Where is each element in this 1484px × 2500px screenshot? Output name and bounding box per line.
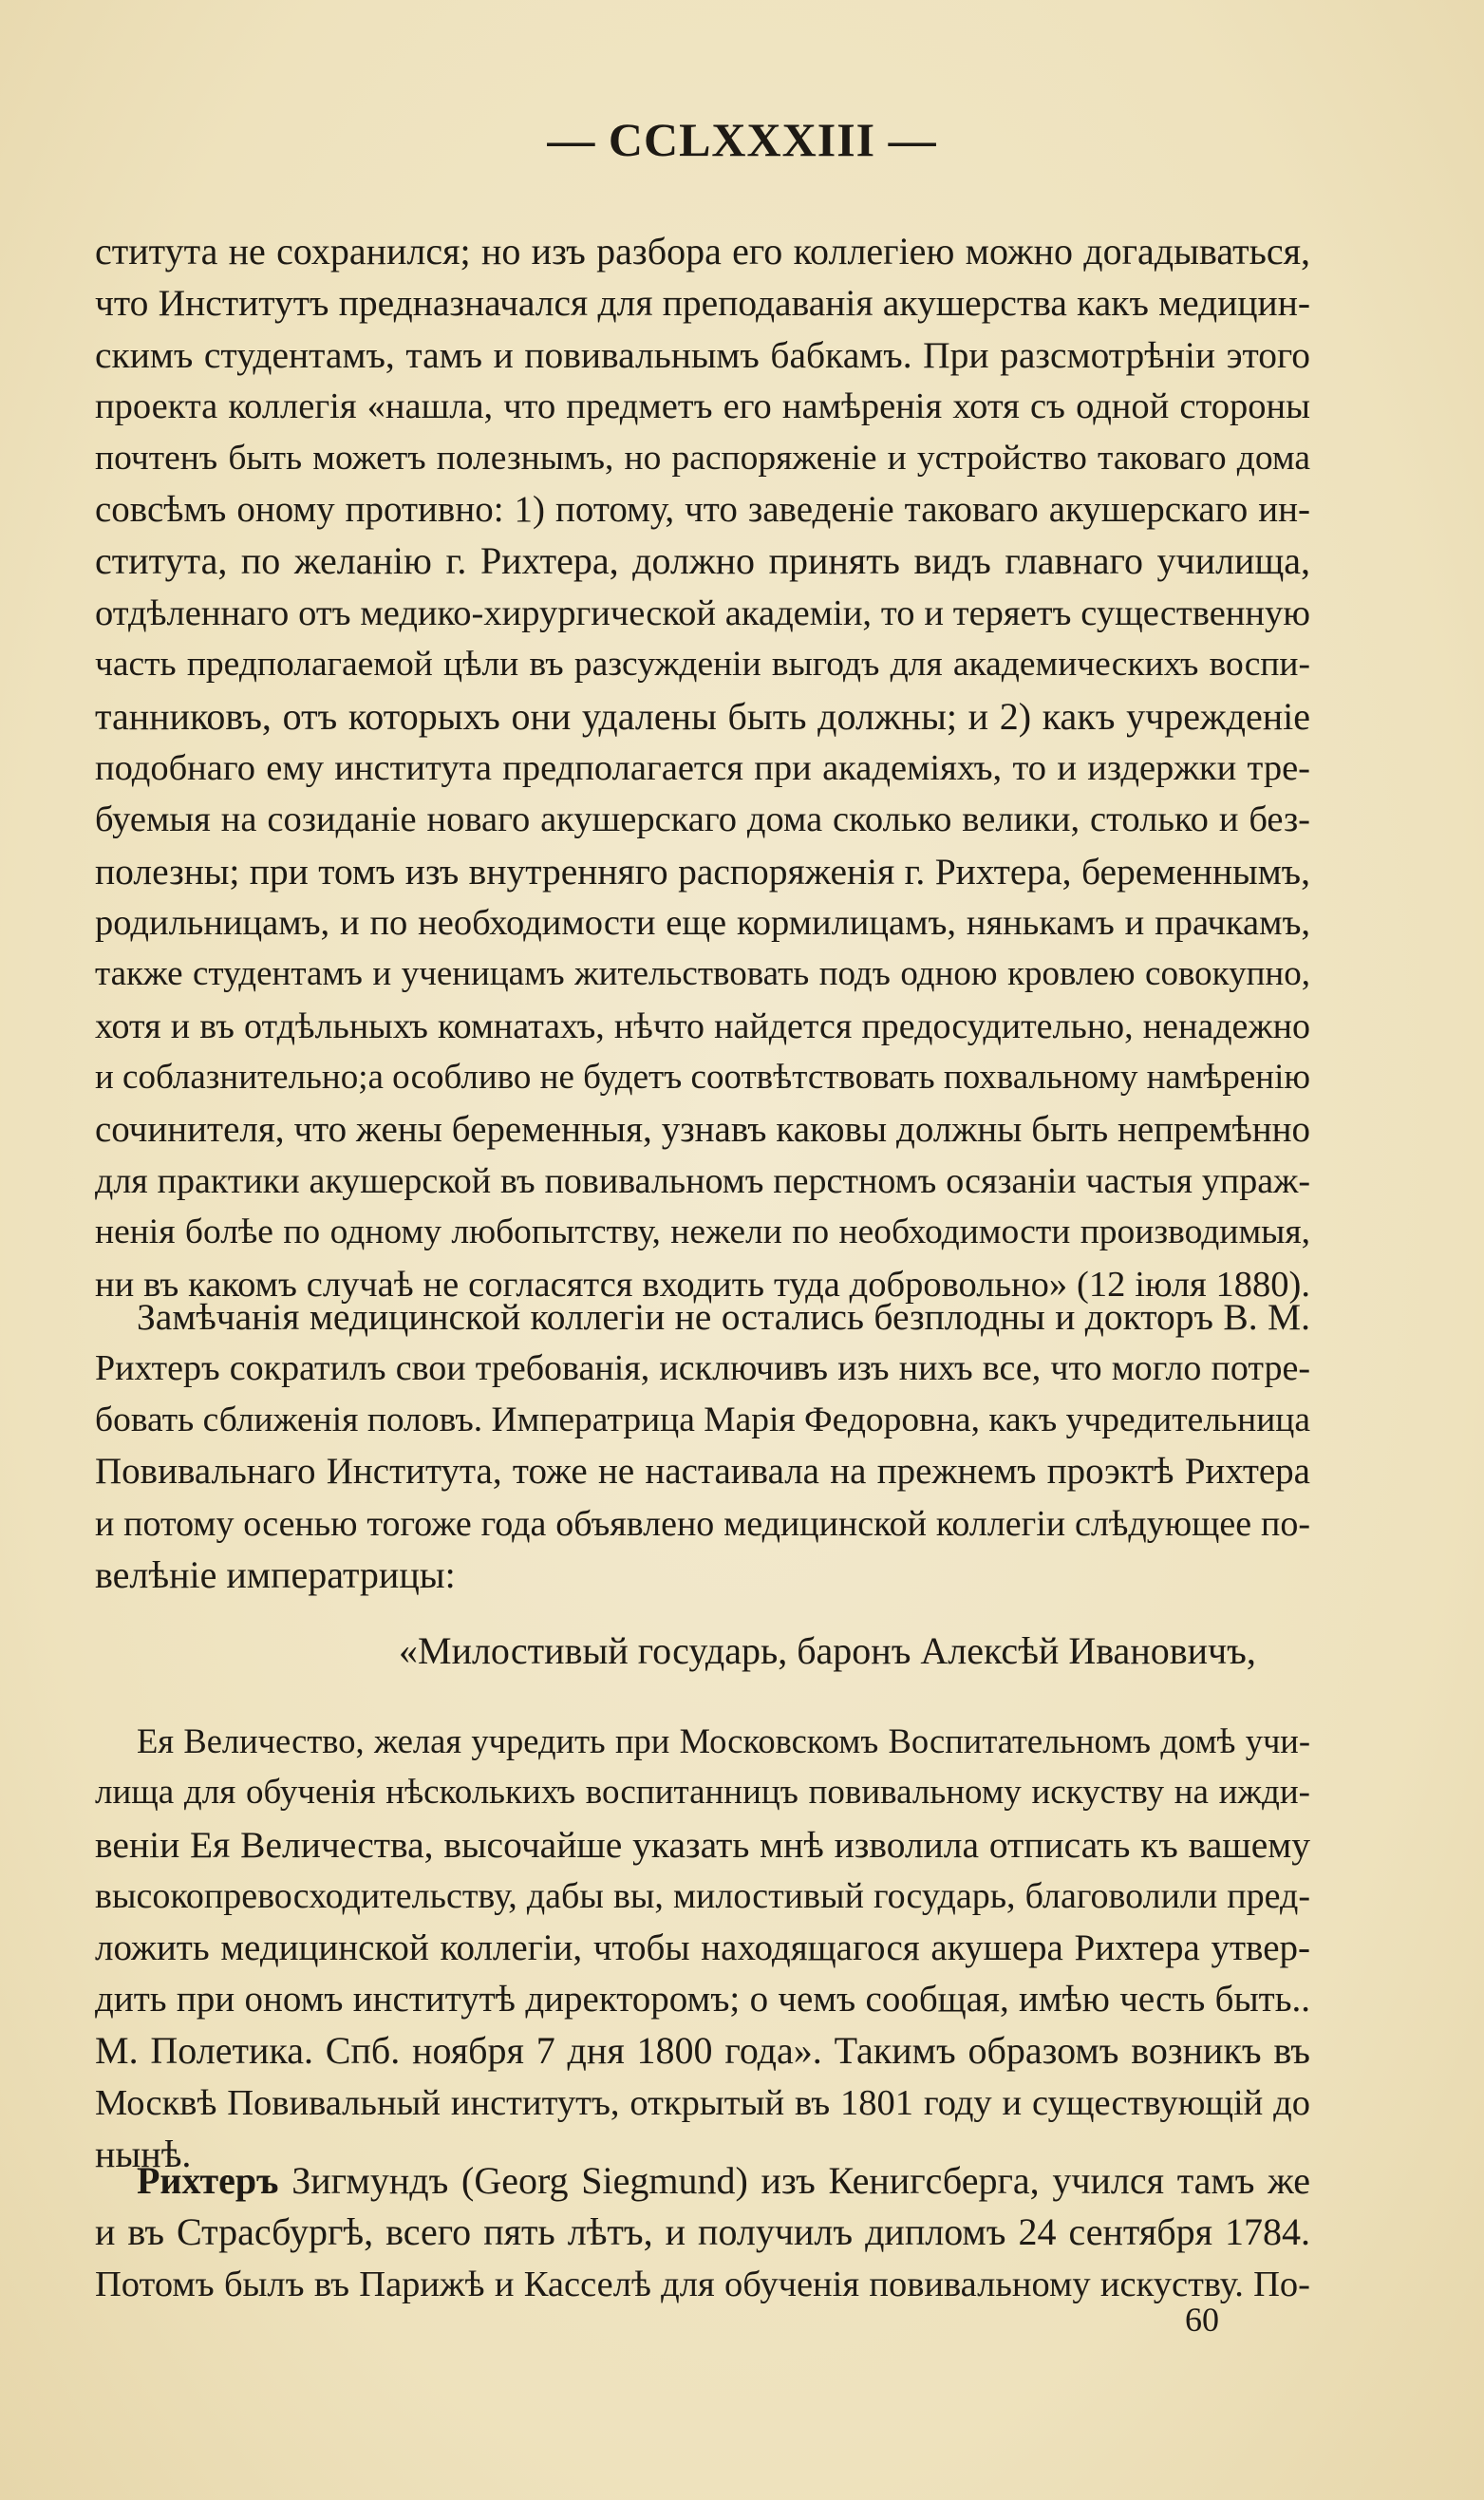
text-line: лища для обученія нѣсколькихъ воспитанницъ повивальному искуству на ижди- xyxy=(95,1773,1310,1813)
text-line: родильницамъ, и по необходимости еще кормилицамъ, нянькамъ и прачкамъ, xyxy=(95,903,1310,944)
text-line: также студентамъ и ученицамъ жительствовать подъ одною кровлею совокупно, xyxy=(95,954,1310,994)
text-line: полезны; при томъ изъ внутренняго распоряженія г. Рихтера, беременнымъ, xyxy=(95,850,1310,893)
text-line: высокопревосходительству, дабы вы, милостивый государь, благоволили пред- xyxy=(95,1876,1310,1917)
text-line: буемыя на созиданіе новаго акушерскаго дома сколько велики, столько и без- xyxy=(95,799,1310,840)
text-line: что Институтъ предназначался для преподаванія акушерства какъ медицин- xyxy=(95,282,1310,325)
text-line: для практики акушерской въ повивальномъ перстномъ осязаніи частыя упраж- xyxy=(95,1161,1310,1202)
text-line: и потому осенью тогоже года объявлено медицинской коллегіи слѣдующее по- xyxy=(95,1503,1310,1544)
text-line: дить при ономъ институтѣ директоромъ; о чемъ сообщая, имѣю честь быть.. xyxy=(95,1978,1310,2020)
text-line: скимъ студентамъ, тамъ и повивальнымъ бабкамъ. При разсмотрѣніи этого xyxy=(95,333,1310,376)
text-line: подобнаго ему института предполагается при академіяхъ, то и издержки тре- xyxy=(95,747,1310,788)
text-line: и въ Страсбургѣ, всего пять лѣтъ, и получилъ дипломъ 24 сентября 1784. xyxy=(95,2210,1310,2254)
text-line: М. Полетика. Спб. ноября 7 дня 1800 года». Такимъ образомъ возникъ въ xyxy=(95,2029,1310,2073)
text-line: ни въ какомъ случаѣ не согласятся входить туда добровольно» (12 іюля 1880). xyxy=(95,1264,1310,1305)
page-header-roman-numeral: — CCLXXXIII — xyxy=(547,113,937,166)
text-line: проекта коллегія «нашла, что предметъ его намѣренія хотя съ одной стороны xyxy=(95,386,1310,427)
text-line: часть предполагаемой цѣли въ разсужденіи выгодъ для академическихъ воспи- xyxy=(95,645,1310,685)
text-line: ститута, по желанію г. Рихтера, должно принять видъ главнаго училища, xyxy=(95,539,1310,583)
text-line: Москвѣ Повивальный институтъ, открытый въ 1801 году и существующій до xyxy=(95,2082,1310,2123)
letter-salutation xyxy=(95,1626,1310,1677)
text-line: Потомъ былъ въ Парижѣ и Касселѣ для обученія повивальному искуству. По- xyxy=(95,2264,1310,2304)
text-line: Рихтеръ сократилъ свои требованія, исключивъ изъ нихъ все, что могло потре- xyxy=(95,1348,1310,1389)
text-line: отдѣленнаго отъ медико-хирургической академіи, то и теряетъ существенную xyxy=(95,592,1310,633)
text-line: почтенъ быть можетъ полезнымъ, но распоряженіе и устройство таковаго дома xyxy=(95,438,1310,478)
salutation-line: «Милостивый государь, баронъ Алексѣй Ивановичъ, xyxy=(399,1629,1256,1672)
text-line xyxy=(95,2155,1310,2207)
text-line: веніи Ея Величества, высочайше указать мнѣ изволила отписать къ вашему xyxy=(95,1823,1310,1866)
text-run: Зигмундъ (Georg Siegmund) изъ Кенигсберга, учился тамъ же xyxy=(291,2159,1311,2202)
text-line: Ея Величество, желая учредить при Московскомъ Воспитательномъ домѣ учи- xyxy=(137,1721,1310,1760)
signature-mark-number: 60 xyxy=(1185,2301,1219,2339)
paragraph-richter-biography xyxy=(95,2155,1310,2310)
text-line: ложить медицинской коллегіи, чтобы находящагося акушера Рихтера утвер- xyxy=(95,1927,1310,1968)
text-line: и соблазнительно;а особливо не будетъ соотвѣтствовать похвальному намѣренію xyxy=(95,1058,1310,1098)
text-line: ненія болѣе по одному любопытству, нежели по необходимости производимыя, xyxy=(95,1212,1310,1252)
text-line: сочинителя, что жены беременныя, узнавъ каковы должны быть непремѣнно xyxy=(95,1108,1310,1150)
paragraph-letter-body xyxy=(95,1716,1310,2181)
text-line: велѣніе императрицы: xyxy=(95,1552,456,1596)
text-line: нынѣ. xyxy=(95,2133,192,2176)
paragraph-collegium-remarks xyxy=(95,1291,1310,1601)
text-line: танниковъ, отъ которыхъ они удалены быть должны; и 2) какъ учрежденіе xyxy=(95,694,1310,738)
text-line: Повивальнаго Института, тоже не настаивала на прежнемъ проэктѣ Рихтера xyxy=(95,1451,1310,1493)
text-line: хотя и въ отдѣльныхъ комнатахъ, нѣчто найдется предосудительно, ненадежно xyxy=(95,1006,1310,1046)
text-line: ститута не сохранился; но изъ разбора его коллегіею можно догадываться, xyxy=(95,230,1310,273)
paragraph-committee-opinion xyxy=(95,226,1310,1310)
text-line: совсѣмъ оному противно: 1) потому, что заведеніе таковаго акушерскаго ин- xyxy=(95,488,1310,530)
text-line: Замѣчанія медицинской коллегіи не остались безплодны и докторъ В. М. xyxy=(137,1296,1310,1338)
surname-lead: Рихтеръ xyxy=(137,2159,279,2202)
text-line: бовать сближенія половъ. Императрица Марія Федоровна, какъ учредительница xyxy=(95,1400,1310,1439)
